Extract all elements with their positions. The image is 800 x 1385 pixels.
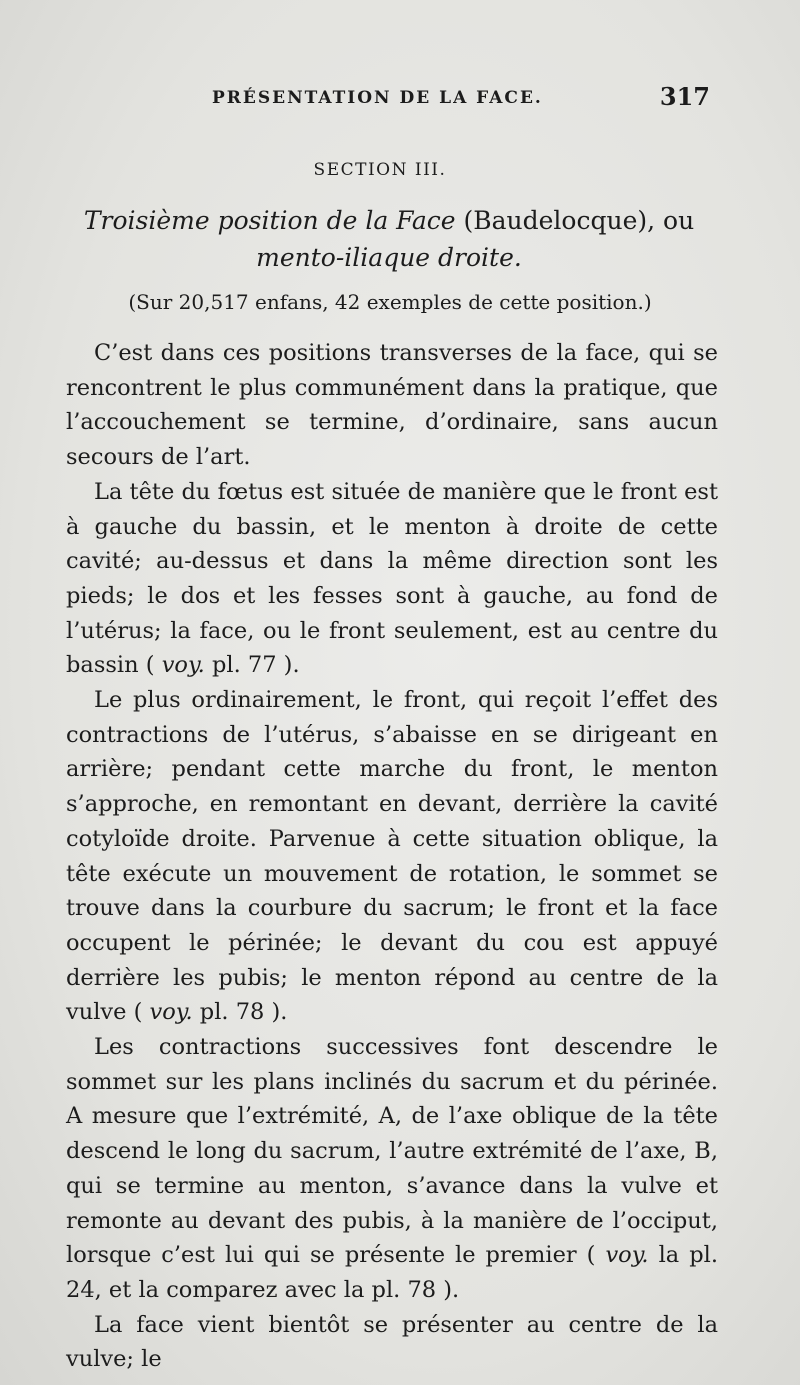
paragraph-2-text: La tête du fœtus est située de manière que le front est à gauche du bassin, et le menton à droite de cette cavité; au-dessus et dans la même direction sont les pieds; le dos et les fesses sont à gauche, au fond de l’utérus; la face, ou le front seulement, est au centre du bassin ( [66, 478, 718, 679]
paragraph-5: La face vient bientôt se présenter au centre de la vulve; le [66, 1311, 718, 1373]
heading-italic-part: Troisième position de la Face [83, 206, 456, 235]
paragraph-3-ref: pl. 78 ). [192, 999, 288, 1026]
paragraph-1: C’est dans ces positions transverses de la face, qui se rencontrent le plus communément dans la pratique, que l’accouchement se termine, d’ordinaire, sans aucun secours de l’art. [66, 340, 718, 471]
paragraph-3-text: Le plus ordinairement, le front, qui reçoit l’effet des contractions de l’utérus, s’abaisse en se dirigeant en arrière; pendant cette marche du front, le menton s’approche, en remontant en devant, derrière la cavité cotyloïde droite. Parvenue à cette situation oblique, la tête exécute un mouvement de rotation, le sommet se trouve dans la courbure du sacrum; le front et la face occupent le périnée; le devant du cou est appuyé derrière les pubis; le menton répond au centre de la vulve ( [66, 687, 718, 1026]
page-number: 317 [659, 82, 710, 111]
paragraph-2-voy: voy. [161, 652, 205, 679]
section-label: SECTION III. [313, 160, 447, 180]
running-title: PRÉSENTATION DE LA FACE. [212, 88, 543, 108]
section-heading [64, 202, 714, 276]
paragraph-2 [66, 475, 718, 683]
paragraph-4-ref: la pl. 24, et la comparez avec la pl. 78 ). [66, 1242, 718, 1303]
running-head [60, 84, 710, 114]
paragraph-4-text: Les contractions successives font descendre le sommet sur les plans inclinés du sacrum et du périnée. A mesure que l’extrémité, A, de l’axe oblique de la tête descend le long du sacrum, l’autre extrémité de l’axe, B, qui se termine au menton, s’avance dans la vulve et remonte au devant des pubis, à la manière de l’occiput, lorsque c’est lui qui se présente le premier ( [66, 1034, 718, 1269]
paragraph-2-ref: pl. 77 ). [204, 652, 300, 679]
paragraph-3 [66, 683, 718, 1030]
heading-roman-part: (Baudelocque), ou [455, 206, 695, 235]
paragraph-4 [66, 1030, 718, 1308]
body-text [66, 336, 718, 1377]
paragraph-4-voy: voy. [605, 1242, 649, 1269]
heading-italic-tail: mento-iliaque droite. [256, 243, 522, 272]
case-statistic: (Sur 20,517 enfans, 42 exemples de cette position.) [128, 290, 652, 314]
paragraph-3-voy: voy. [149, 999, 193, 1026]
